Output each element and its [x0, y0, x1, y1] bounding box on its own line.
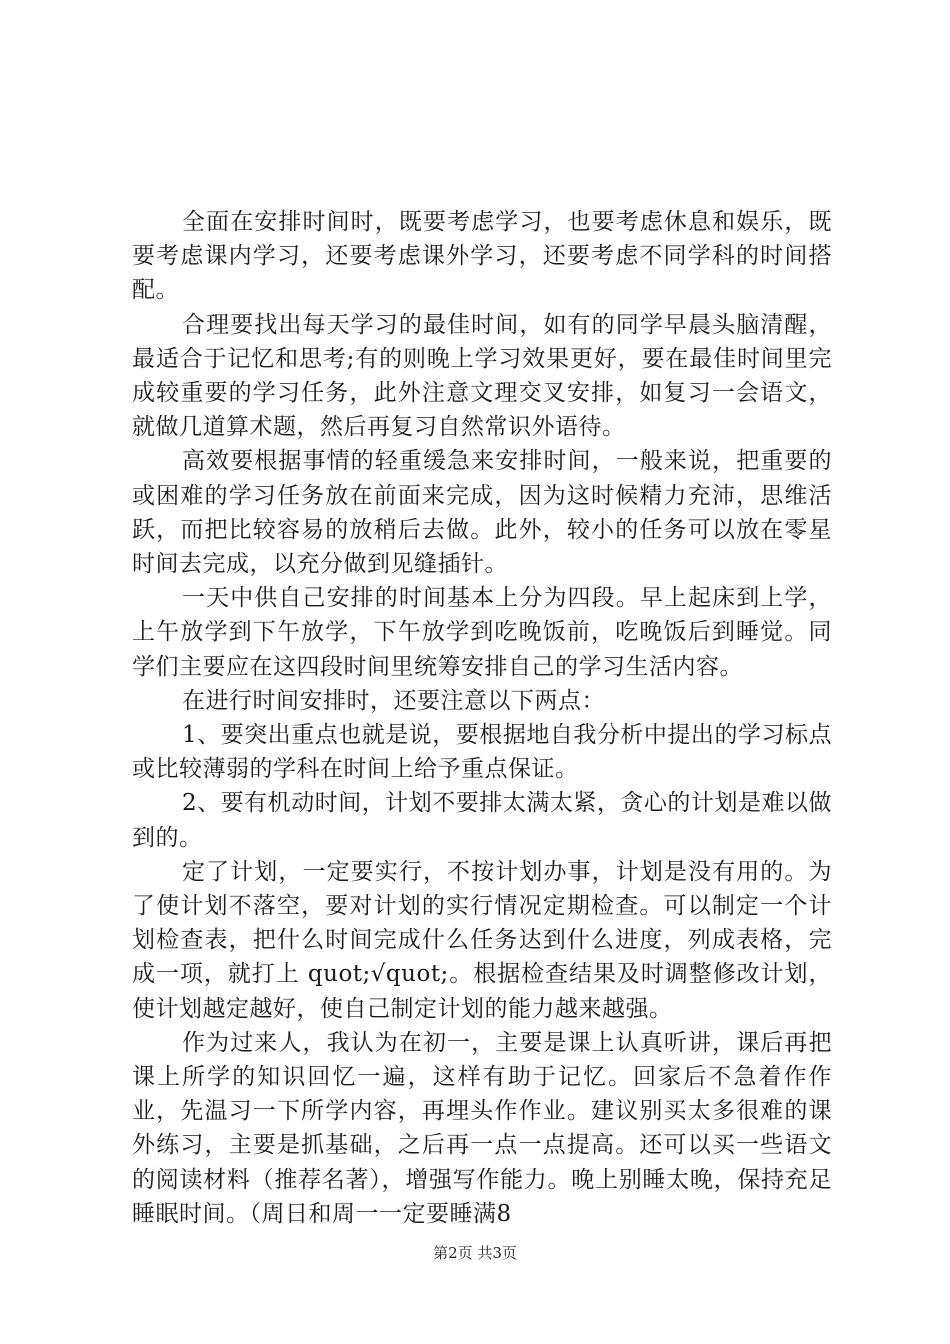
paragraph-comprehensive: 全面在安排时间时，既要考虑学习，也要考虑休息和娱乐，既要考虑课内学习，还要考虑课外学习，还要考虑不同学科的时间搭配。 [132, 209, 832, 304]
paragraph-efficient: 高效要根据事情的轻重缓急来安排时间，一般来说，把重要的或困难的学习任务放在前面来完成，因为这时候精力充沛，思维活跃，而把比较容易的放稍后去做。此外，较小的任务可以放在零星时间去完成，以充分做到见缝插针。 [132, 448, 832, 578]
paragraph-four-periods: 一天中供自己安排的时间基本上分为四段。早上起床到上学，上午放学到下午放学，下午放学到吃晚饭前，吃晚饭后到睡觉。同学们主要应在这四段时间里统筹安排自己的学习生活内容。 [132, 585, 832, 680]
paragraph-reasonable: 合理要找出每天学习的最佳时间，如有的同学早晨头脑清醒，最适合于记忆和思考;有的则晚上学习效果更好，要在最佳时间里完成较重要的学习任务，此外注意文理交叉安排，如复习一会语文，就做几道算术题，然后再复习自然常识外语待。 [132, 311, 832, 441]
paragraph-two-points-intro: 在进行时间安排时，还要注意以下两点： [182, 687, 605, 714]
paragraph-follow-plan: 定了计划，一定要实行，不按计划办事，计划是没有用的。为了使计划不落空，要对计划的实行情况定期检查。可以制定一个计划检查表，把什么时间完成什么任务达到什么进度，列成表格，完成一项，就打上 quot;√quot;。根据检查结果及时调整修改计划，使计划越定越好，使自己制定计划的能力越来越强。 [132, 858, 832, 1022]
paragraph-experience: 作为过来人，我认为在初一，主要是课上认真听讲，课后再把课上所学的知识回忆一遍，这样有助于记忆。回家后不急着作作业，先温习一下所学内容，再埋头作作业。建议别买太多很难的课外练习，主要是抓基础，之后再一点一点提高。还可以买一些语文的阅读材料（推荐名著），增强写作能力。晚上别睡太晚，保持充足睡眠时间。（周日和周一一定要睡满8 [132, 1029, 832, 1227]
list-item-point-2: 2、要有机动时间，计划不要排太满太紧，贪心的计划是难以做到的。 [132, 790, 832, 851]
list-item-point-1: 1、要突出重点也就是说，要根据地自我分析中提出的学习标点或比较薄弱的学科在时间上给予重点保证。 [132, 722, 832, 783]
page-number-footer: 第2页 共3页 [433, 1244, 517, 1262]
document-body [132, 205, 832, 1231]
